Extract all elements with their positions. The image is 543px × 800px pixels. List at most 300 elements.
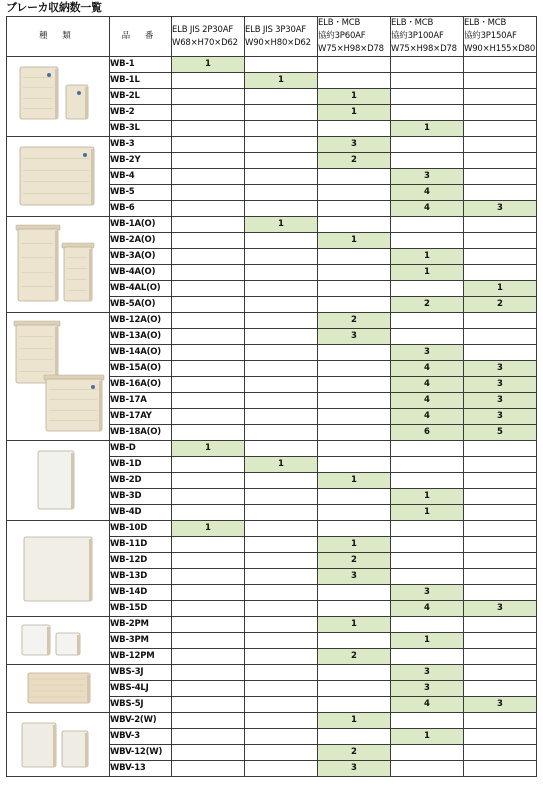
- value-cell: [172, 217, 245, 233]
- header-col-5: [464, 17, 537, 57]
- value-cell: [172, 601, 245, 617]
- value-cell: [318, 345, 391, 361]
- value-cell: [245, 361, 318, 377]
- value-cell: [172, 249, 245, 265]
- value-cell: [172, 297, 245, 313]
- model-cell: WB-3L: [110, 121, 172, 137]
- value-cell: [391, 569, 464, 585]
- value-cell: [245, 489, 318, 505]
- value-cell: [245, 617, 318, 633]
- page-title: ブレーカ収納数一覧: [6, 1, 102, 14]
- value-cell: 3: [464, 201, 537, 217]
- header-kind: 種 類: [7, 17, 110, 57]
- vertical-box-pair-icon: [10, 715, 106, 775]
- value-cell: [464, 73, 537, 89]
- value-cell: [245, 281, 318, 297]
- value-cell: [464, 713, 537, 729]
- header-col-4-line1: ELB・MCB: [391, 18, 434, 28]
- value-cell: 1: [318, 233, 391, 249]
- value-cell: [172, 585, 245, 601]
- value-cell: [318, 441, 391, 457]
- value-cell: [172, 569, 245, 585]
- product-image-cell: [7, 441, 110, 521]
- value-cell: [172, 361, 245, 377]
- value-cell: [464, 505, 537, 521]
- table-row: [7, 217, 537, 233]
- breaker-capacity-table: [6, 16, 537, 777]
- model-cell: WB-14D: [110, 585, 172, 601]
- model-cell: WB-6: [110, 201, 172, 217]
- value-cell: [464, 457, 537, 473]
- value-cell: [172, 729, 245, 745]
- value-cell: [172, 393, 245, 409]
- value-cell: 1: [318, 713, 391, 729]
- value-cell: [245, 729, 318, 745]
- model-cell: WB-2PM: [110, 617, 172, 633]
- transparent-cover-box-icon: [10, 667, 106, 711]
- value-cell: [318, 729, 391, 745]
- value-cell: [464, 169, 537, 185]
- value-cell: 1: [172, 521, 245, 537]
- value-cell: [172, 201, 245, 217]
- value-cell: [464, 153, 537, 169]
- value-cell: [172, 665, 245, 681]
- value-cell: 3: [391, 345, 464, 361]
- value-cell: 3: [464, 377, 537, 393]
- header-col-3-line2: 協約3P60AF: [318, 31, 366, 41]
- value-cell: [172, 121, 245, 137]
- value-cell: 3: [391, 585, 464, 601]
- value-cell: [245, 713, 318, 729]
- value-cell: [464, 441, 537, 457]
- value-cell: 2: [318, 153, 391, 169]
- value-cell: 2: [318, 313, 391, 329]
- value-cell: [464, 633, 537, 649]
- value-cell: 2: [318, 649, 391, 665]
- value-cell: 2: [391, 297, 464, 313]
- model-cell: WBV-2(W): [110, 713, 172, 729]
- value-cell: [245, 553, 318, 569]
- value-cell: [172, 697, 245, 713]
- value-cell: 3: [318, 329, 391, 345]
- product-image-cell: [7, 713, 110, 777]
- value-cell: 1: [245, 457, 318, 473]
- value-cell: [172, 409, 245, 425]
- value-cell: [318, 505, 391, 521]
- model-cell: WB-2: [110, 105, 172, 121]
- value-cell: [245, 441, 318, 457]
- value-cell: 3: [464, 601, 537, 617]
- value-cell: [391, 617, 464, 633]
- value-cell: 1: [391, 633, 464, 649]
- value-cell: 1: [464, 281, 537, 297]
- header-col-1-line1: ELB JIS 2P30AF: [172, 24, 234, 35]
- product-image-cell: [7, 521, 110, 617]
- value-cell: [245, 265, 318, 281]
- value-cell: [245, 201, 318, 217]
- value-cell: [245, 121, 318, 137]
- value-cell: [464, 121, 537, 137]
- value-cell: [245, 105, 318, 121]
- value-cell: [464, 105, 537, 121]
- value-cell: [245, 425, 318, 441]
- value-cell: [391, 745, 464, 761]
- value-cell: [391, 137, 464, 153]
- value-cell: [391, 761, 464, 777]
- model-cell: WB-12A(O): [110, 313, 172, 329]
- value-cell: [464, 537, 537, 553]
- value-cell: [172, 489, 245, 505]
- value-cell: [318, 457, 391, 473]
- value-cell: [391, 153, 464, 169]
- value-cell: [318, 377, 391, 393]
- value-cell: [318, 425, 391, 441]
- value-cell: [245, 313, 318, 329]
- value-cell: [172, 713, 245, 729]
- value-cell: [391, 105, 464, 121]
- value-cell: [318, 57, 391, 73]
- model-cell: WB-2L: [110, 89, 172, 105]
- value-cell: [464, 345, 537, 361]
- value-cell: 1: [391, 265, 464, 281]
- model-cell: WB-2A(O): [110, 233, 172, 249]
- value-cell: [245, 537, 318, 553]
- value-cell: [245, 57, 318, 73]
- value-cell: 4: [391, 601, 464, 617]
- value-cell: 3: [391, 681, 464, 697]
- value-cell: [464, 233, 537, 249]
- model-cell: WB-15D: [110, 601, 172, 617]
- value-cell: [172, 425, 245, 441]
- table-row: [7, 441, 537, 457]
- value-cell: [318, 601, 391, 617]
- model-cell: WB-14A(O): [110, 345, 172, 361]
- value-cell: [172, 345, 245, 361]
- value-cell: [172, 473, 245, 489]
- table-row: [7, 57, 537, 73]
- value-cell: [172, 537, 245, 553]
- value-cell: [318, 681, 391, 697]
- value-cell: [318, 633, 391, 649]
- value-cell: [172, 377, 245, 393]
- model-cell: WB-1L: [110, 73, 172, 89]
- value-cell: 3: [464, 697, 537, 713]
- outdoor-box-large-pair-icon: [10, 315, 106, 439]
- header-col-3-line3: W75×H98×D78: [318, 44, 384, 54]
- value-cell: [391, 233, 464, 249]
- value-cell: [172, 329, 245, 345]
- value-cell: [245, 377, 318, 393]
- value-cell: [464, 489, 537, 505]
- value-cell: 1: [318, 89, 391, 105]
- value-cell: 1: [391, 489, 464, 505]
- value-cell: [318, 297, 391, 313]
- header-col-3: [318, 17, 391, 57]
- value-cell: [245, 601, 318, 617]
- value-cell: [172, 505, 245, 521]
- value-cell: [318, 697, 391, 713]
- value-cell: [464, 617, 537, 633]
- model-cell: WBS-5J: [110, 697, 172, 713]
- value-cell: [391, 217, 464, 233]
- value-cell: [464, 665, 537, 681]
- value-cell: [172, 553, 245, 569]
- value-cell: [245, 329, 318, 345]
- model-cell: WBV-3: [110, 729, 172, 745]
- header-col-2-line1: ELB JIS 3P30AF: [245, 24, 307, 35]
- model-cell: WB-10D: [110, 521, 172, 537]
- value-cell: [318, 489, 391, 505]
- plastic-box-pair-icon: [10, 619, 106, 663]
- value-cell: [172, 681, 245, 697]
- value-cell: [318, 393, 391, 409]
- value-cell: [391, 473, 464, 489]
- table-row: [7, 665, 537, 681]
- header-col-4: [391, 17, 464, 57]
- table-row: [7, 137, 537, 153]
- value-cell: [318, 169, 391, 185]
- product-image-cell: [7, 313, 110, 441]
- model-cell: WB-4: [110, 169, 172, 185]
- value-cell: 1: [391, 121, 464, 137]
- value-cell: [245, 185, 318, 201]
- model-cell: WB-12PM: [110, 649, 172, 665]
- value-cell: 1: [318, 473, 391, 489]
- value-cell: [172, 89, 245, 105]
- value-cell: 3: [464, 393, 537, 409]
- value-cell: [464, 745, 537, 761]
- value-cell: [318, 249, 391, 265]
- value-cell: [464, 761, 537, 777]
- value-cell: 4: [391, 377, 464, 393]
- value-cell: [464, 57, 537, 73]
- table-row: [7, 313, 537, 329]
- value-cell: [318, 361, 391, 377]
- value-cell: 4: [391, 409, 464, 425]
- model-cell: WB-2Y: [110, 153, 172, 169]
- value-cell: [245, 665, 318, 681]
- value-cell: [245, 521, 318, 537]
- model-cell: WB-4D: [110, 505, 172, 521]
- model-cell: WBV-13: [110, 761, 172, 777]
- value-cell: [172, 137, 245, 153]
- product-image-cell: [7, 665, 110, 713]
- outdoor-box-pair-icon: [10, 219, 106, 311]
- model-cell: WB-1: [110, 57, 172, 73]
- value-cell: 3: [318, 761, 391, 777]
- value-cell: [391, 89, 464, 105]
- value-cell: [172, 745, 245, 761]
- value-cell: [464, 137, 537, 153]
- value-cell: [172, 281, 245, 297]
- value-cell: [318, 201, 391, 217]
- header-col-5-line1: ELB・MCB: [464, 18, 507, 28]
- value-cell: [391, 313, 464, 329]
- value-cell: [464, 89, 537, 105]
- wide-white-box-icon: [10, 523, 106, 615]
- model-cell: WB-13A(O): [110, 329, 172, 345]
- model-cell: WB-D: [110, 441, 172, 457]
- model-cell: WB-4AL(O): [110, 281, 172, 297]
- value-cell: [464, 185, 537, 201]
- value-cell: [318, 409, 391, 425]
- value-cell: [391, 553, 464, 569]
- value-cell: [391, 713, 464, 729]
- value-cell: [245, 585, 318, 601]
- value-cell: 1: [318, 537, 391, 553]
- value-cell: 4: [391, 201, 464, 217]
- model-cell: WB-16A(O): [110, 377, 172, 393]
- model-cell: WB-2D: [110, 473, 172, 489]
- table-body: [7, 57, 537, 777]
- value-cell: 3: [464, 409, 537, 425]
- value-cell: [172, 313, 245, 329]
- value-cell: [172, 169, 245, 185]
- model-cell: WB-11D: [110, 537, 172, 553]
- model-cell: WB-1D: [110, 457, 172, 473]
- value-cell: 1: [172, 441, 245, 457]
- value-cell: [318, 665, 391, 681]
- value-cell: 4: [391, 697, 464, 713]
- value-cell: [464, 553, 537, 569]
- value-cell: [245, 297, 318, 313]
- value-cell: 2: [318, 553, 391, 569]
- value-cell: [391, 73, 464, 89]
- model-cell: WB-5: [110, 185, 172, 201]
- value-cell: [245, 745, 318, 761]
- value-cell: [464, 265, 537, 281]
- header-col-2-line2: W90×H80×D62: [245, 37, 311, 48]
- value-cell: [172, 761, 245, 777]
- product-image-cell: [7, 617, 110, 665]
- model-cell: WB-3PM: [110, 633, 172, 649]
- value-cell: 1: [391, 249, 464, 265]
- value-cell: [245, 697, 318, 713]
- value-cell: [245, 233, 318, 249]
- value-cell: 1: [318, 105, 391, 121]
- model-cell: WB-4A(O): [110, 265, 172, 281]
- header-col-2: [245, 17, 318, 57]
- value-cell: [318, 521, 391, 537]
- model-cell: WBS-4LJ: [110, 681, 172, 697]
- header-col-4-line3: W75×H98×D78: [391, 44, 457, 54]
- value-cell: [318, 281, 391, 297]
- model-cell: WB-1A(O): [110, 217, 172, 233]
- value-cell: 4: [391, 393, 464, 409]
- value-cell: [245, 761, 318, 777]
- value-cell: [245, 393, 318, 409]
- value-cell: [318, 185, 391, 201]
- value-cell: [172, 617, 245, 633]
- value-cell: [245, 169, 318, 185]
- value-cell: [245, 681, 318, 697]
- value-cell: [391, 281, 464, 297]
- header-col-1-line2: W68×H70×D62: [172, 37, 238, 48]
- value-cell: 6: [391, 425, 464, 441]
- value-cell: 4: [391, 185, 464, 201]
- value-cell: [464, 729, 537, 745]
- model-cell: WB-17AY: [110, 409, 172, 425]
- value-cell: [464, 249, 537, 265]
- value-cell: [245, 249, 318, 265]
- value-cell: [391, 649, 464, 665]
- model-cell: WB-13D: [110, 569, 172, 585]
- value-cell: [245, 473, 318, 489]
- model-cell: WB-18A(O): [110, 425, 172, 441]
- wall-box-small-pair-icon: [10, 59, 106, 135]
- value-cell: [172, 633, 245, 649]
- value-cell: [464, 217, 537, 233]
- value-cell: 1: [245, 73, 318, 89]
- value-cell: [172, 457, 245, 473]
- value-cell: [464, 329, 537, 345]
- value-cell: 1: [391, 505, 464, 521]
- value-cell: [391, 57, 464, 73]
- model-cell: WB-12D: [110, 553, 172, 569]
- value-cell: [172, 105, 245, 121]
- model-cell: WB-5A(O): [110, 297, 172, 313]
- value-cell: [464, 585, 537, 601]
- model-cell: WBV-12(W): [110, 745, 172, 761]
- table-row: [7, 713, 537, 729]
- header-col-3-line1: ELB・MCB: [318, 18, 361, 28]
- model-cell: WB-3: [110, 137, 172, 153]
- slim-white-box-icon: [10, 443, 106, 519]
- header-col-5-line2: 協約3P150AF: [464, 31, 517, 41]
- value-cell: [172, 649, 245, 665]
- value-cell: [245, 153, 318, 169]
- value-cell: [172, 233, 245, 249]
- value-cell: [172, 153, 245, 169]
- table-row: [7, 617, 537, 633]
- value-cell: [245, 89, 318, 105]
- wall-box-wide-icon: [10, 139, 106, 215]
- value-cell: 3: [391, 169, 464, 185]
- value-cell: [245, 137, 318, 153]
- value-cell: [318, 265, 391, 281]
- model-cell: WB-3D: [110, 489, 172, 505]
- value-cell: 1: [391, 729, 464, 745]
- value-cell: [245, 633, 318, 649]
- value-cell: [245, 409, 318, 425]
- value-cell: [318, 73, 391, 89]
- value-cell: 5: [464, 425, 537, 441]
- value-cell: [245, 505, 318, 521]
- value-cell: [391, 329, 464, 345]
- value-cell: 4: [391, 361, 464, 377]
- model-cell: WB-3A(O): [110, 249, 172, 265]
- model-cell: WB-15A(O): [110, 361, 172, 377]
- table-row: [7, 521, 537, 537]
- model-cell: WBS-3J: [110, 665, 172, 681]
- header-col-5-line3: W90×H155×D80: [464, 44, 536, 54]
- model-cell: WB-17A: [110, 393, 172, 409]
- header-model: 品 番: [110, 17, 172, 57]
- product-image-cell: [7, 57, 110, 137]
- value-cell: [391, 521, 464, 537]
- value-cell: [318, 121, 391, 137]
- value-cell: [464, 649, 537, 665]
- value-cell: [391, 537, 464, 553]
- product-image-cell: [7, 217, 110, 313]
- header-col-1: [172, 17, 245, 57]
- product-image-cell: [7, 137, 110, 217]
- value-cell: [464, 473, 537, 489]
- value-cell: 1: [172, 57, 245, 73]
- value-cell: 1: [245, 217, 318, 233]
- value-cell: [464, 521, 537, 537]
- value-cell: 2: [318, 745, 391, 761]
